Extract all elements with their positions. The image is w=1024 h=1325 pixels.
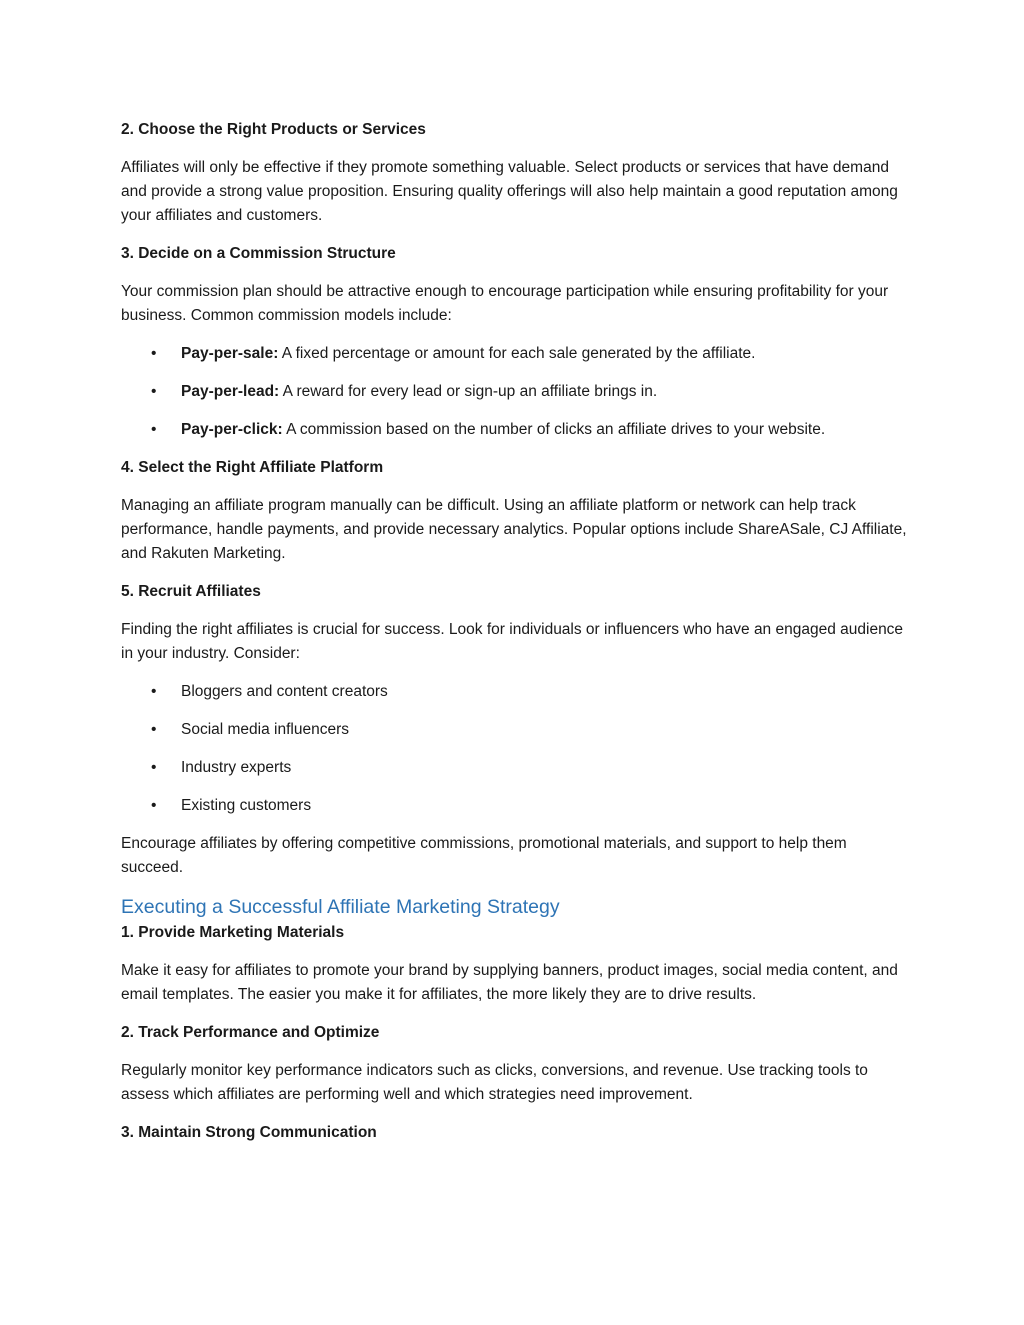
list-item-desc: A commission based on the number of clicks an affiliate drives to your website. [282,421,826,438]
paragraph-affiliate-platform: Managing an affiliate program manually can be difficult. Using an affiliate platform or network can help track performance, handle payments, and provide necessary analytics. Popular options include ShareASale, CJ Affiliate, and Rakuten Marketing. [121,497,907,562]
bullet-icon: • [151,797,157,814]
heading-communication: 3. Maintain Strong Communication [121,1124,377,1141]
paragraph-track-performance: Regularly monitor key performance indicators such as clicks, conversions, and revenue. Use tracking tools to assess which affiliates are performing well and which strategies need improvement. [121,1062,868,1103]
heading-recruit-affiliates: 5. Recruit Affiliates [121,583,261,600]
list-item-desc: A reward for every lead or sign-up an affiliate brings in. [279,383,658,400]
section-title: Executing a Successful Affiliate Marketing Strategy [121,896,560,918]
paragraph-encourage-affiliates: Encourage affiliates by offering competitive commissions, promotional materials, and support to help them succeed. [121,835,847,876]
bullet-icon: • [151,421,157,438]
list-item-text: Existing customers [181,797,312,814]
heading-choose-products: 2. Choose the Right Products or Services [121,121,426,138]
list-item-text: Social media influencers [181,721,350,738]
list-item [121,794,911,818]
list-item [121,380,911,404]
heading-affiliate-platform: 4. Select the Right Affiliate Platform [121,459,384,476]
heading-track-performance: 2. Track Performance and Optimize [121,1024,380,1041]
paragraph-choose-products: Affiliates will only be effective if they promote something valuable. Select products or services that have demand and provide a strong value proposition. Ensuring quality offerings will also help maintain a good reputation among your affiliates and customers. [121,159,898,224]
list-item [121,718,911,742]
list-item [121,680,911,704]
document-page [121,118,911,1159]
bullet-icon: • [151,383,157,400]
bullet-icon: • [151,345,157,362]
bullet-icon: • [151,721,157,738]
affiliate-types-list [121,680,911,818]
list-item-term: Pay-per-click: [181,421,283,438]
commission-models-list [121,342,911,442]
paragraph-marketing-materials: Make it easy for affiliates to promote your brand by supplying banners, product images, social media content, and email templates. The easier you make it for affiliates, the more likely they are to drive results. [121,962,898,1003]
list-item-term: Pay-per-lead: [181,383,280,400]
list-item-desc: A fixed percentage or amount for each sale generated by the affiliate. [278,345,756,362]
list-item-term: Pay-per-sale: [181,345,279,362]
list-item-text: Bloggers and content creators [181,683,388,700]
paragraph-recruit-affiliates: Finding the right affiliates is crucial for success. Look for individuals or influencers who have an engaged audience in your industry. Consider: [121,621,904,662]
list-item [121,418,911,442]
bullet-icon: • [151,759,157,776]
heading-commission-structure: 3. Decide on a Commission Structure [121,245,396,262]
bullet-icon: • [151,683,157,700]
list-item-text: Industry experts [181,759,292,776]
list-item [121,756,911,780]
paragraph-commission-structure: Your commission plan should be attractive enough to encourage participation while ensuring profitability for your business. Common commission models include: [121,283,889,324]
heading-marketing-materials: 1. Provide Marketing Materials [121,924,345,941]
list-item [121,342,911,366]
